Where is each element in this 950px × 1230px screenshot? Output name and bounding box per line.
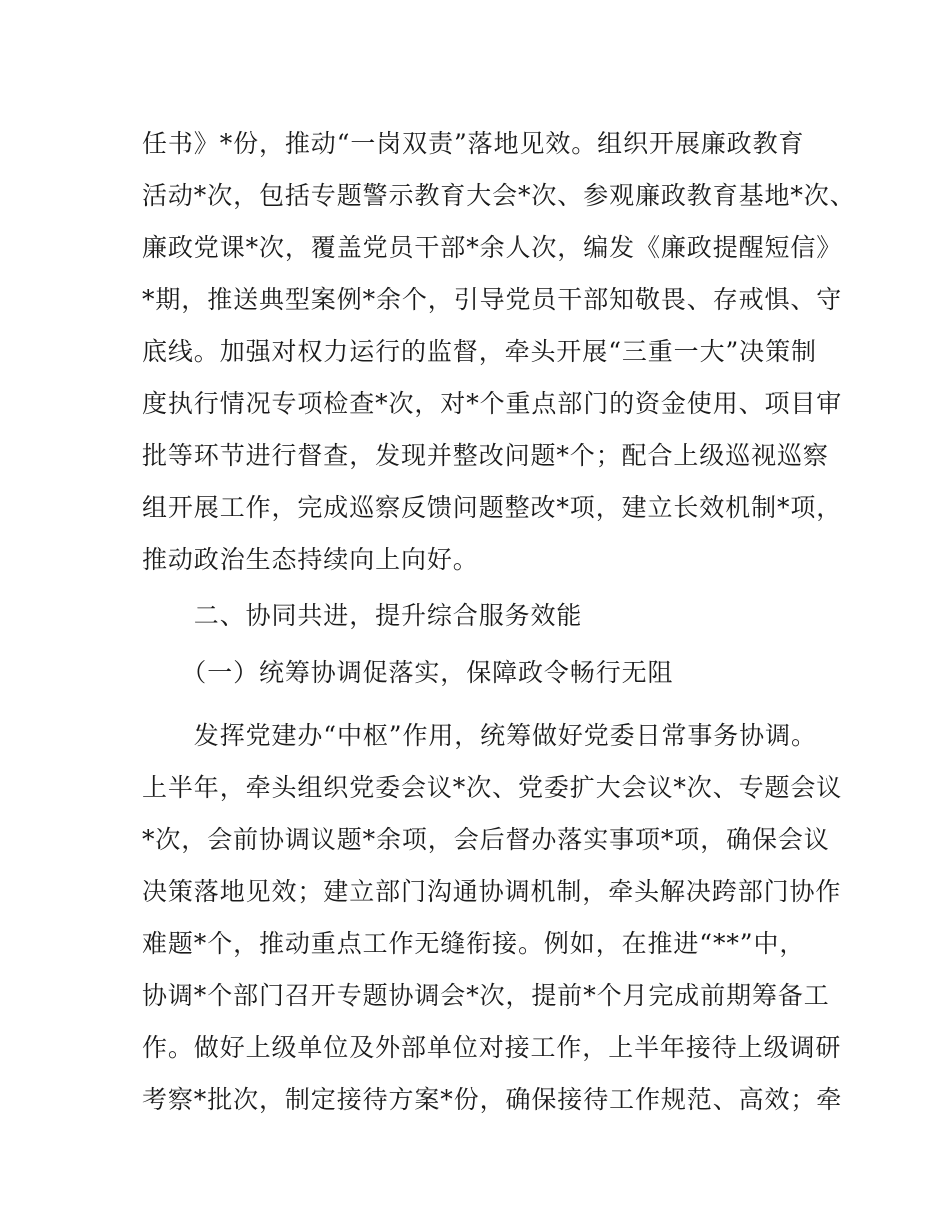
paragraph-line: *期，推送典型案例*余个，引导党员干部知敬畏、存戒惧、守: [142, 285, 843, 314]
paragraph-line: 协调*个部门召开专题协调会*次，提前*个月完成前期筹备工: [142, 981, 830, 1010]
paragraph-line: 任书》*份，推动“一岗双责”落地见效。组织开展廉政教育: [142, 129, 805, 158]
paragraph-line: 底线。加强对权力运行的监督，牵头开展“三重一大”决策制: [142, 337, 817, 366]
subsection-heading: （一）统筹协调促落实，保障政令畅行无阻: [142, 658, 674, 687]
paragraph-line: 决策落地见效；建立部门沟通协调机制，牵头解决跨部门协作: [142, 877, 842, 906]
paragraph-line: 难题*个，推动重点工作无缝衔接。例如，在推进“**”中，: [142, 929, 806, 958]
paragraph-line: 作。做好上级单位及外部单位对接工作，上半年接待上级调研: [142, 1033, 842, 1062]
section-heading: 二、协同共进，提升综合服务效能: [142, 601, 583, 630]
paragraph-line: 上半年，牵头组织党委会议*次、党委扩大会议*次、专题会议: [142, 773, 843, 802]
paragraph-line: 批等环节进行督查，发现并整改问题*个；配合上级巡视巡察: [142, 441, 829, 470]
paragraph-line: 度执行情况专项检查*次，对*个重点部门的资金使用、项目审: [142, 389, 843, 418]
paragraph-line: 考察*批次，制定接待方案*份，确保接待工作规范、高效；牵: [142, 1085, 843, 1114]
paragraph-line: 活动*次，包括专题警示教育大会*次、参观廉政教育基地*次、: [142, 181, 856, 210]
paragraph-line: 廉政党课*次，覆盖党员干部*余人次，编发《廉政提醒短信》: [142, 233, 843, 262]
paragraph-line: 推动政治生态持续向上向好。: [142, 545, 479, 574]
paragraph-line: 发挥党建办“中枢”作用，统筹做好党委日常事务协调。: [142, 721, 817, 750]
paragraph-line: 组开展工作，完成巡察反馈问题整改*项，建立长效机制*项，: [142, 493, 843, 522]
paragraph-line: *次，会前协调议题*余项，会后督办落实事项*项，确保会议: [142, 825, 830, 854]
